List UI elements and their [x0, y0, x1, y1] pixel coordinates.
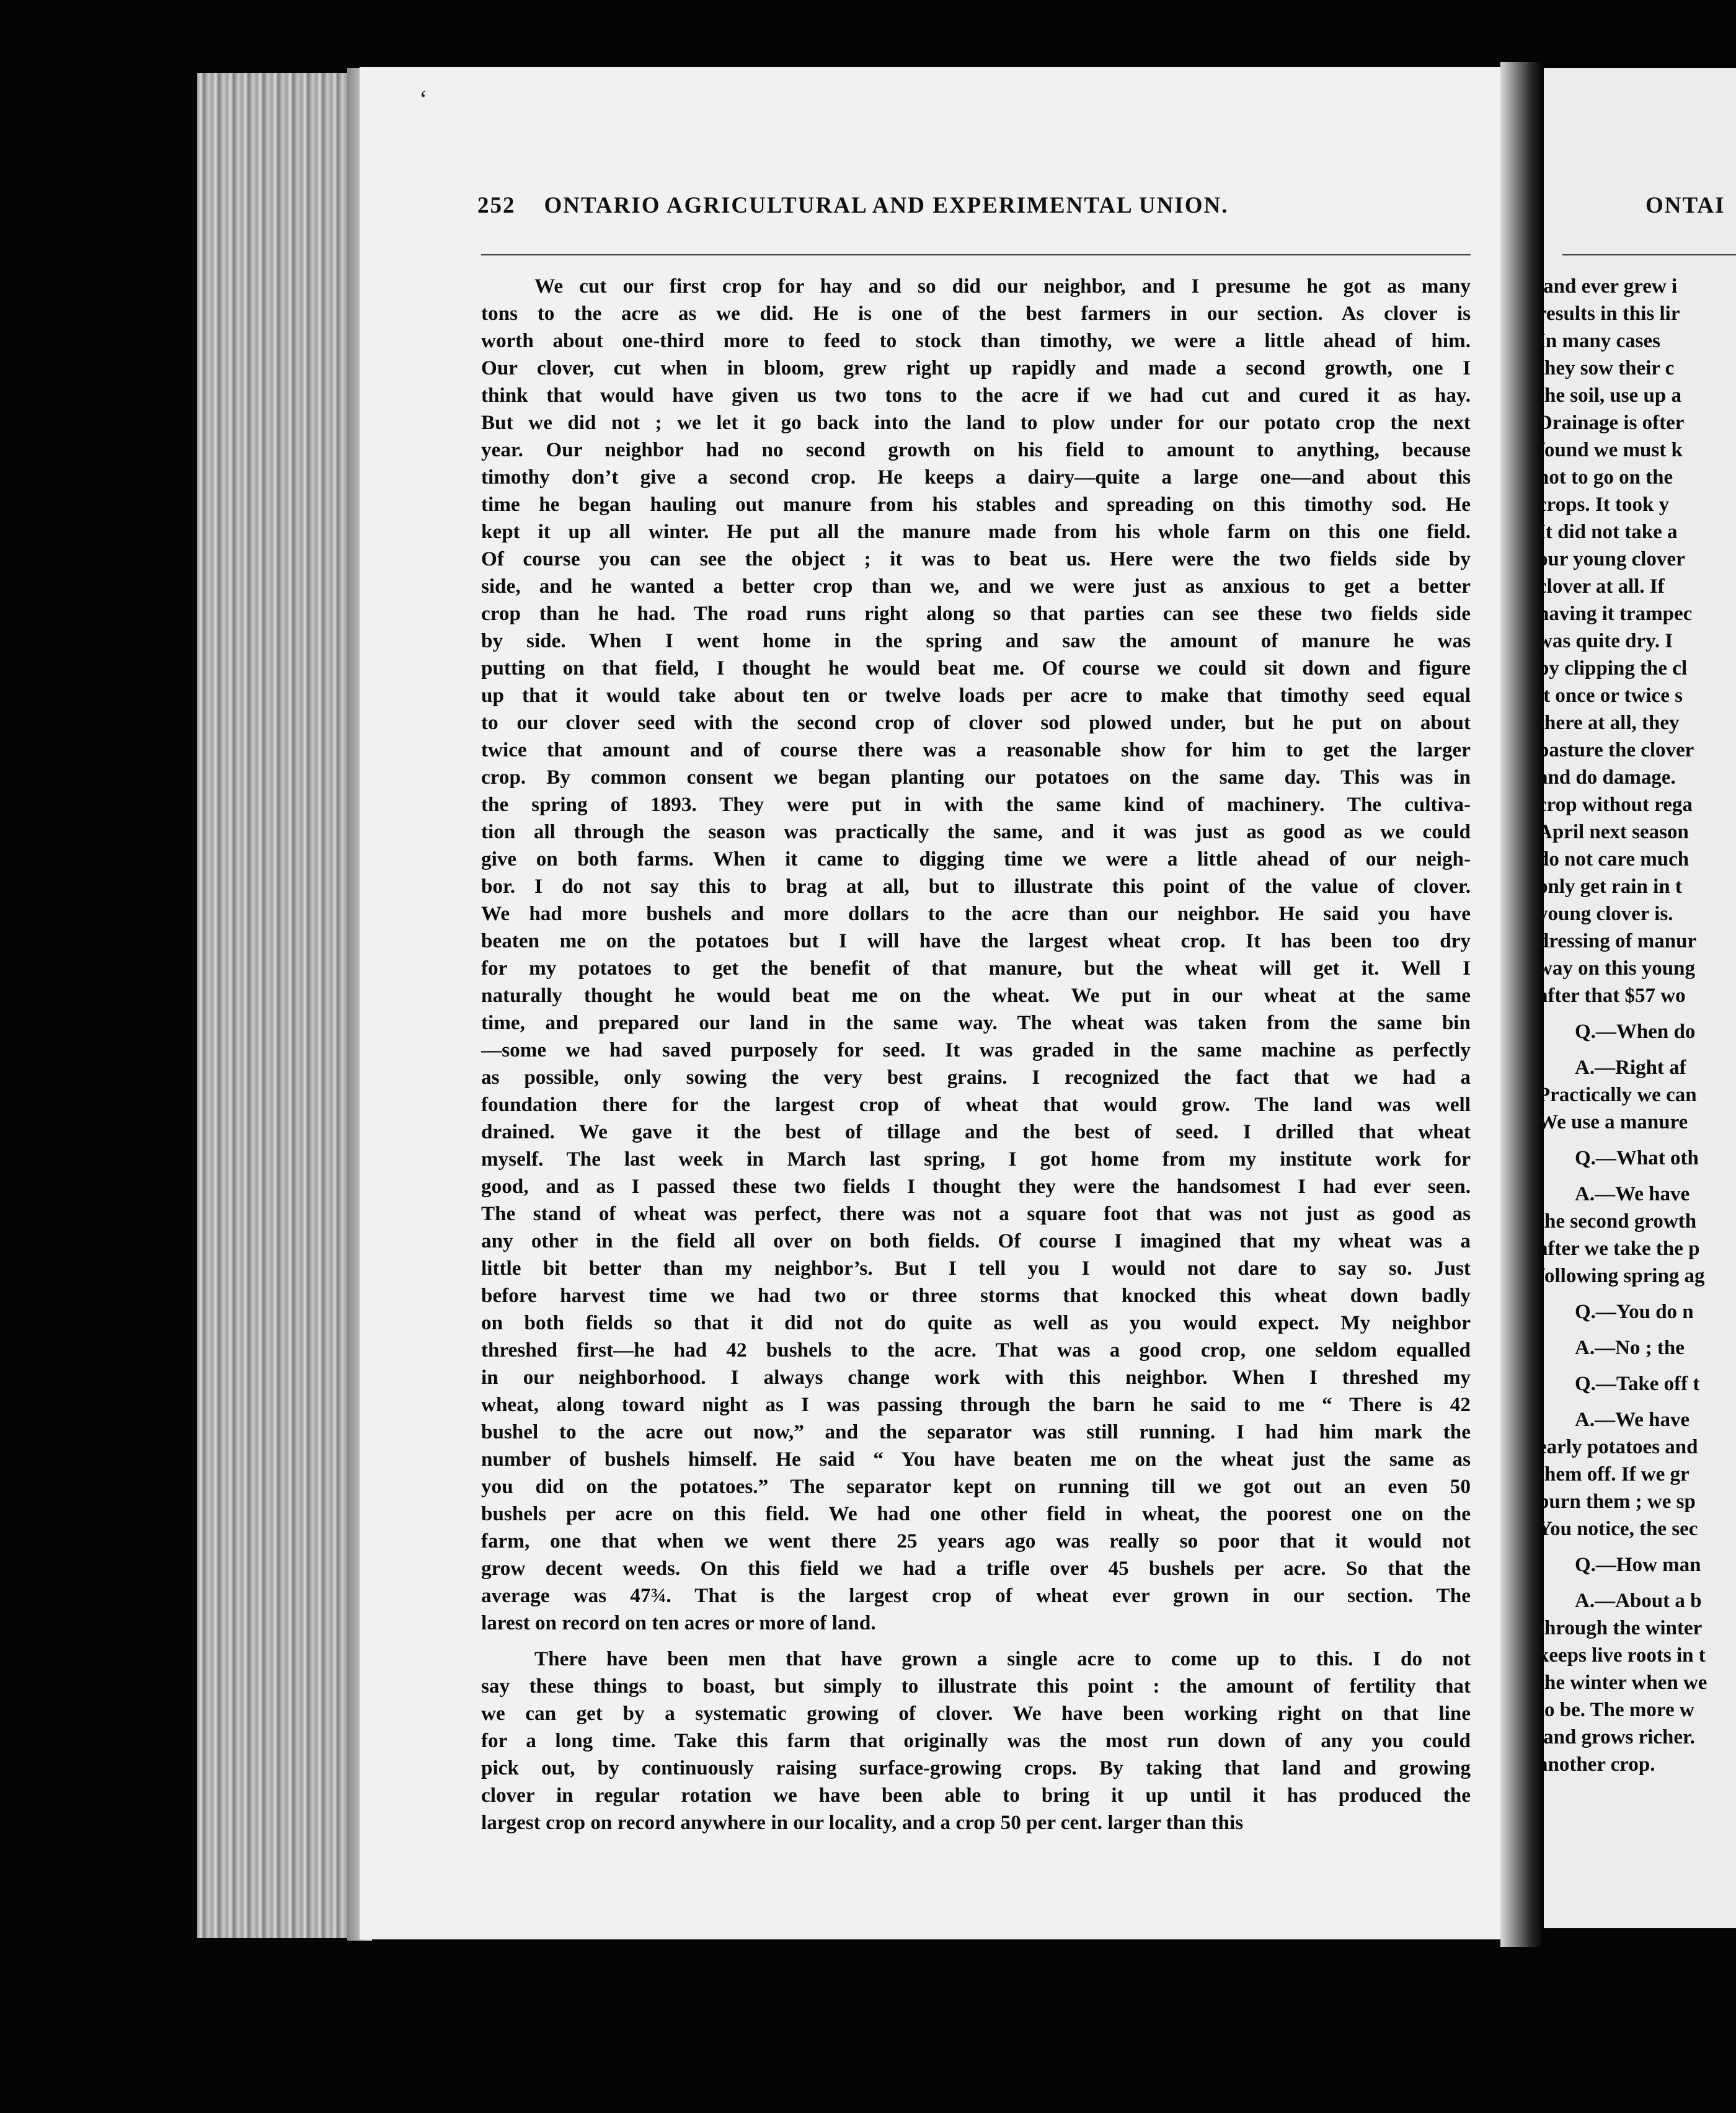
- text-line: We had more bushels and more dollars to the acre than our neighbor. He said you have: [481, 902, 1471, 925]
- facing-text-line: after that $57 wo: [1538, 985, 1686, 1007]
- facing-text-line: by clipping the cl: [1538, 657, 1688, 680]
- text-line: There have been men that have grown a single acre to come up to this. I do not: [534, 1647, 1471, 1670]
- facing-running-head: ONTAI: [1645, 193, 1725, 218]
- text-line: beaten me on the potatoes but I will have the largest wheat crop. It has been too dry: [481, 929, 1471, 952]
- text-line: crop. By common consent we began planting our potatoes on the same day. This was in: [481, 766, 1471, 789]
- text-line: to our clover seed with the second crop of clover sod plowed under, but he put on about: [481, 711, 1471, 734]
- text-line: But we did not ; we let it go back into the land to plow under for our potato crop the next: [481, 411, 1471, 434]
- text-line: you did on the potatoes.” The separator kept on running till we got out an even 50: [481, 1475, 1471, 1498]
- facing-text-line: the winter when we: [1538, 1672, 1707, 1694]
- facing-text-line: You notice, the sec: [1538, 1518, 1698, 1540]
- text-line: average was 47¾. That is the largest crop of wheat ever grown in our section. The: [481, 1584, 1471, 1607]
- facing-text-line: A.—We have: [1575, 1409, 1690, 1431]
- text-line: largest crop on record anywhere in our locality, and a crop 50 per cent. larger than this: [481, 1811, 1244, 1834]
- facing-text-line: there at all, they: [1538, 712, 1680, 734]
- header-rule: [481, 254, 1471, 255]
- text-line: farm, one that when we went there 25 years ago was really so poor that it would not: [481, 1530, 1471, 1553]
- facing-text-line: A.—About a b: [1575, 1590, 1702, 1612]
- text-line: the spring of 1893. They were put in with the same kind of machinery. The cultiva-: [481, 793, 1471, 816]
- text-line: Our clover, cut when in bloom, grew right up rapidly and made a second growth, one I: [481, 357, 1471, 379]
- facing-text-line: April next season: [1538, 821, 1689, 843]
- facing-text-line: early potatoes and: [1538, 1436, 1698, 1458]
- text-line: myself. The last week in March last spring, I got home from my institute work for: [481, 1148, 1471, 1171]
- text-line: for my potatoes to get the benefit of that manure, but the wheat will get it. Well I: [481, 957, 1471, 980]
- facing-text-line: following spring ag: [1538, 1265, 1705, 1287]
- running-head: [477, 192, 1488, 229]
- facing-text-line: them off. If we gr: [1538, 1463, 1690, 1486]
- text-line: we can get by a systematic growing of clover. We have been working right on that line: [481, 1702, 1471, 1725]
- text-line: tion all through the season was practically the same, and it was just as good as we could: [481, 820, 1471, 843]
- facing-text-line: Q.—How man: [1575, 1554, 1701, 1576]
- text-line: grow decent weeds. On this field we had a trifle over 45 bushels per acre. So that the: [481, 1557, 1471, 1580]
- facing-text-line: crops. It took y: [1538, 494, 1670, 516]
- facing-text-line: Q.—Take off t: [1575, 1373, 1700, 1395]
- text-line: side, and he wanted a better crop than we, and we were just as anxious to get a better: [481, 575, 1471, 598]
- facing-text-line: dressing of manur: [1538, 930, 1697, 952]
- text-line: give on both farms. When it came to digging time we were a little ahead of our neigh-: [481, 848, 1471, 870]
- facing-text-line: found we must k: [1538, 439, 1683, 461]
- facing-text-line: young clover is.: [1538, 903, 1673, 925]
- facing-text-line: We use a manure: [1538, 1111, 1688, 1133]
- facing-text-line: Practically we can: [1538, 1084, 1697, 1106]
- facing-text-line: the second growth: [1538, 1210, 1697, 1233]
- facing-text-line: Q.—What oth: [1575, 1147, 1699, 1169]
- facing-text-line: way on this young: [1538, 957, 1695, 980]
- facing-text-line: through the winter: [1538, 1617, 1703, 1639]
- facing-text-line: keeps live roots in t: [1538, 1644, 1706, 1667]
- text-line: putting on that field, I thought he would beat me. Of course we could sit down and figure: [481, 657, 1471, 680]
- text-line: good, and as I passed these two fields I thought they were the handsomest I had ever seen.: [481, 1175, 1471, 1198]
- facing-text-line: only get rain in t: [1538, 875, 1682, 898]
- text-line: up that it would take about ten or twelve loads per acre to make that timothy seed equal: [481, 684, 1471, 707]
- facing-text-line: clover at all. If: [1538, 575, 1665, 598]
- facing-text-line: and do damage.: [1538, 766, 1676, 789]
- text-line: wheat, along toward night as I was passing through the barn he said to me “ There is 42: [481, 1393, 1471, 1416]
- facing-text-line: the soil, use up a: [1538, 384, 1681, 407]
- main-text-column: [481, 273, 1471, 1836]
- text-line: We cut our first crop for hay and so did our neighbor, and I presume he got as many: [534, 275, 1471, 298]
- text-line: crop than he had. The road runs right along so that parties can see these two fields side: [481, 602, 1471, 625]
- facing-text-line: was quite dry. I: [1538, 630, 1673, 652]
- facing-text-line: another crop.: [1538, 1753, 1655, 1776]
- facing-text-line: burn them ; we sp: [1538, 1491, 1696, 1513]
- text-line: timothy don’t give a second crop. He keeps a dairy—quite a large one—and about this: [481, 466, 1471, 489]
- facing-text-line: crop without rega: [1538, 794, 1693, 816]
- facing-text-line: our young clover: [1538, 548, 1685, 570]
- text-line: time, and prepared our land in the same way. The wheat was taken from the same bin: [481, 1011, 1471, 1034]
- text-line: time he began hauling out manure from his stables and spreading on this timothy sod. He: [481, 493, 1471, 516]
- facing-text-line: results in this lir: [1538, 303, 1680, 325]
- text-line: think that would have given us two tons to the acre if we had cut and cured it as hay.: [481, 384, 1471, 407]
- text-line: on both fields so that it did not do quite as well as you would expect. My neighbor: [481, 1311, 1471, 1334]
- text-line: in our neighborhood. I always change work with this neighbor. When I threshed my: [481, 1366, 1471, 1389]
- text-line: Of course you can see the object ; it was to beat us. Here were the two fields side by: [481, 547, 1471, 570]
- text-line: for a long time. Take this farm that originally was the most run down of any you could: [481, 1729, 1471, 1752]
- text-line: before harvest time we had two or three storms that knocked this wheat down badly: [481, 1284, 1471, 1307]
- text-line: foundation there for the largest crop of wheat that would grow. The land was well: [481, 1093, 1471, 1116]
- facing-text-line: A.—We have: [1575, 1183, 1690, 1205]
- text-line: The stand of wheat was perfect, there was not a square foot that was not just as good as: [481, 1202, 1471, 1225]
- facing-header-rule: [1562, 254, 1736, 255]
- text-line: say these things to boast, but simply to illustrate this point : the amount of fertility that: [481, 1675, 1471, 1698]
- page-number: 252: [477, 193, 516, 218]
- text-line: naturally thought he would beat me on the wheat. We put in our wheat at the same: [481, 984, 1471, 1007]
- facing-text-line: do not care much: [1538, 848, 1690, 870]
- facing-text-line: Q.—When do: [1575, 1021, 1696, 1043]
- text-line: number of bushels himself. He said “ You have beaten me on the wheat just the same as: [481, 1448, 1471, 1471]
- facing-text-line: land grows richer.: [1538, 1726, 1695, 1748]
- text-line: bor. I do not say this to brag at all, but to illustrate this point of the value of clover.: [481, 875, 1471, 898]
- text-line: any other in the field all over on both fields. Of course I imagined that my wheat was a: [481, 1229, 1471, 1252]
- text-line: bushel to the acre out now,” and the separator was still running. I had him mark the: [481, 1420, 1471, 1443]
- running-head-title: ONTARIO AGRICULTURAL AND EXPERIMENTAL UNION.: [544, 193, 1229, 218]
- text-line: as possible, only sowing the very best grains. I recognized the fact that we had a: [481, 1066, 1471, 1089]
- facing-text-line: to be. The more w: [1538, 1699, 1694, 1721]
- facing-text-line: A.—No ; the: [1575, 1337, 1685, 1359]
- facing-text-line: it once or twice s: [1538, 684, 1683, 707]
- facing-text-line: It did not take a: [1538, 521, 1678, 543]
- facing-text-line: after we take the p: [1538, 1238, 1700, 1260]
- facing-text-line: A.—Right af: [1575, 1056, 1686, 1079]
- text-line: little bit better than my neighbor’s. But I tell you I would not dare to say so. Just: [481, 1257, 1471, 1280]
- text-line: —some we had saved purposely for seed. It was graded in the same machine as perfectly: [481, 1039, 1471, 1061]
- margin-mark: ‘: [419, 85, 428, 113]
- text-line: clover in regular rotation we have been able to bring it up until it has produced the: [481, 1784, 1471, 1807]
- text-line: tons to the acre as we did. He is one of the best farmers in our section. As clover is: [481, 302, 1471, 325]
- text-line: larest on record on ten acres or more of land.: [481, 1611, 876, 1634]
- facing-text-line: In many cases: [1538, 330, 1661, 352]
- facing-text-line: they sow their c: [1538, 357, 1675, 379]
- text-line: drained. We gave it the best of tillage and the best of seed. I drilled that wheat: [481, 1120, 1471, 1143]
- facing-text-line: having it trampec: [1538, 603, 1693, 625]
- text-line: kept it up all winter. He put all the manure made from his whole farm on this one field.: [481, 520, 1471, 543]
- facing-text-line: Drainage is ofter: [1538, 412, 1685, 434]
- facing-text-line: not to go on the: [1538, 466, 1673, 489]
- book-page-edges: [197, 73, 360, 1938]
- facing-text-line: Q.—You do n: [1575, 1301, 1694, 1323]
- paragraph-gap: [481, 1637, 1471, 1646]
- text-line: twice that amount and of course there was a reasonable show for him to get the larger: [481, 738, 1471, 761]
- text-line: threshed first—he had 42 bushels to the acre. That was a good crop, one seldom equalled: [481, 1339, 1471, 1362]
- text-line: pick out, by continuously raising surface-growing crops. By taking that land and growing: [481, 1756, 1471, 1779]
- text-line: worth about one-third more to feed to stock than timothy, we were a little ahead of him.: [481, 329, 1471, 352]
- facing-text-line: land ever grew i: [1538, 275, 1678, 298]
- facing-text-line: pasture the clover: [1538, 739, 1694, 761]
- text-line: by side. When I went home in the spring and saw the amount of manure he was: [481, 629, 1471, 652]
- text-line: year. Our neighbor had no second growth on his field to amount to anything, because: [481, 438, 1471, 461]
- facing-text-column: [1538, 273, 1736, 1778]
- text-line: bushels per acre on this field. We had one other field in wheat, the poorest one on the: [481, 1502, 1471, 1525]
